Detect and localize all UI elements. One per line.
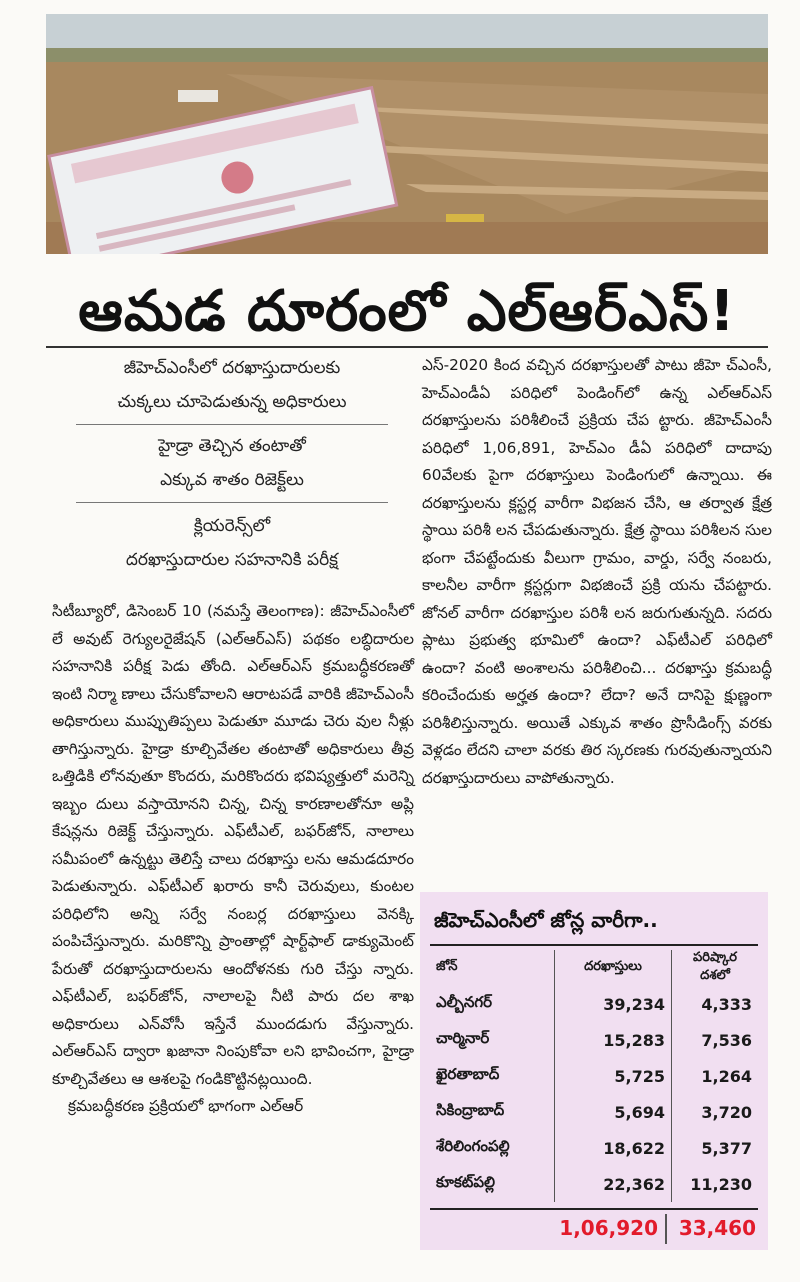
resolution-count: 7,536: [701, 1030, 752, 1050]
subheading-3b: దరఖాస్తుదారుల సహనానికి పరీక్ష: [125, 550, 339, 570]
resolution-count: 4,333: [701, 994, 752, 1014]
article-right-column: [422, 352, 772, 792]
table-row: [430, 1058, 758, 1094]
applications-count: 5,725: [555, 1058, 672, 1094]
resolution-count: 3,720: [701, 1102, 752, 1122]
article-paragraph: ఎస్‌-2020 కింద వచ్చిన దరఖాస్తులతో పాటు జీహె చ్‌ఎంసీ, హెచ్‌ఎండీఏ పరిధిలో పెండింగ్‌లో ఉన్న ఎల్‌ఆర్‌ఎస్‌ దరఖాస్తులను పరిశీలించే ప్రక్రియ చేప ట్టారు. జీహెచ్‌ఎంసీ పరిధిలో 1,06,891, హెచ్‌ఎం డీఏ పరిధిలో దాదాపు 60వేలకు పైగా దరఖాస్తులు పెండింగులో ఉన్నాయి. ఈ దరఖాస్తులను క్లస్టర్ల వారీగా విభజన చేసి, ఆ తర్వాత క్షేత్ర స్థాయి పరిశీ లన చేపడుతున్నారు. క్షేత్ర స్థాయి పరిశీలన సుల భంగా చేపట్టేందుకు వీలుగా గ్రామం, వార్డు, సర్వే నంబరు, కాలనీల వారీగా క్లస్టర్లుగా విభజించే ప్రక్రి యను చేపట్టారు. జోనల్‌ వారీగా దరఖాస్తుల పరిశీ లన జరుగుతున్నది. సదరు ప్లాటు ప్రభుత్వ భూమిలో ఉందా? ఎఫ్‌టీఎల్‌ పరిధిలో ఉందా? వంటి అంశాలను పరిశీలించి... దరఖాస్తు క్రమబద్ధీ కరించేందుకు అర్హత ఉందా? లేదా? అనే దానిపై క్షుణ్ణంగా పరిశీలిస్తున్నారు. అయితే ఎక్కువ శాతం ప్రొసీడింగ్స్‌ వరకు వెళ్లడం లేదని చాలా వరకు తిర స్కరణకు గురవుతున్నాయని దరఖాస్తుదారులు వాపోతున్నారు.: [422, 356, 772, 787]
header-in-resolution: పరిష్కార దశలో: [693, 950, 737, 983]
headline: ఆమడ దూరంలో ఎల్‌ఆర్‌ఎస్‌!: [78, 279, 736, 344]
article-paragraph: క్రమబద్ధీకరణ ప్రక్రియలో భాగంగా ఎల్‌ఆర్‌: [68, 1097, 304, 1115]
zone-table: [430, 950, 758, 1202]
table-row: [430, 1094, 758, 1130]
headline-divider: [46, 346, 768, 348]
zone-name: సికింద్రాబాద్‌: [430, 1094, 555, 1130]
resolution-count: 11,230: [690, 1174, 752, 1194]
subheading-2b: ఎక్కువ శాతం రిజెక్ట్‌లు: [160, 470, 304, 490]
subheading-2a: హైడ్రా తెచ్చిన తంటాతో: [158, 436, 306, 456]
table-row: [430, 986, 758, 1022]
zone-name: ఖైరతాబాద్‌: [430, 1058, 555, 1094]
applications-count: 5,694: [555, 1094, 672, 1130]
table-header-row: [430, 950, 758, 986]
zone-name: ఎల్బీనగర్‌: [430, 986, 555, 1022]
subheading-3a: క్లియరెన్స్‌లో: [193, 516, 271, 536]
table-rule: [430, 944, 758, 946]
article-paragraph: సిటీబ్యూరో, డిసెంబర్‌ 10 (నమస్తే తెలంగాణ): జీహెచ్‌ఎంసీలో లే అవుట్‌ రెగ్యులరైజేషన్‌ (ఎల్‌ఆర్‌ఎస్‌) పథకం లబ్ధిదారుల సహనానికి పరీక్ష పెడు తోంది. ఎల్‌ఆర్‌ఎస్‌ క్రమబద్ధీకరణతో ఇంటి నిర్మా ణాలు చేసుకోవాలని ఆరాటపడే వారికి జీహెచ్‌ఎంసీ అధికారులు ముప్పుతిప్పలు పెడుతూ మూడు చెరు వుల నీళ్లు తాగిస్తున్నారు. హైడ్రా కూల్చివేతల తంటాతో అధికారులు తీవ్ర ఒత్తిడికి లోనవుతూ కొందరు, మరికొందరు భవిష్యత్తులో మరెన్ని ఇబ్బం దులు వస్తాయోనని చిన్న, చిన్న కారణాలతోనూ అప్లి కేషన్లను రిజెక్ట్‌ చేస్తున్నారు. ఎఫ్‌టీఎల్‌, బఫర్‌జోన్‌, నాలాలు సమీపంలో ఉన్నట్టు తెలిస్తే చాలు దరఖాస్తు లను ఆమడదూరం పెడుతున్నారు. ఎఫ్‌టీఎల్‌ ఖరారు కానీ చెరువులు, కుంటల పరిధిలోని అన్ని సర్వే నంబర్ల దరఖాస్తులు వెనక్కి పంపిచేస్తున్నారు. మరికొన్ని ప్రాంతాల్లో షార్ట్‌ఫాల్‌ డాక్యుమెంట్‌ పేరుతో దరఖాస్తుదారులను ఆందోళనకు గురి చేస్తు న్నారు. ఎఫ్‌టీఎల్‌, బఫర్‌జోన్‌, నాలాలపై నీటి పారు దల శాఖ అధికారులు ఎన్‌వోసీ ఇస్తేనే ముందడుగు వేస్తున్నారు. ఎల్‌ఆర్‌ఎస్‌ ద్వారా ఖజానా నింపుకోవా లని భావించగా, హైడ్రా కూల్చివేతలు ఆ ఆశలపై గండికొట్టినట్లయింది.: [52, 602, 414, 1088]
resolution-count: 1,264: [701, 1066, 752, 1086]
totals-row: [430, 1208, 758, 1248]
zone-table-box: [420, 892, 768, 1250]
applications-count: 22,362: [555, 1166, 672, 1202]
subheading-1b: చుక్కలు చూపెడుతున్న అధికారులు: [117, 392, 347, 412]
total-in-resolution: 33,460: [678, 1216, 756, 1240]
layout-land-photo: [46, 14, 768, 254]
resolution-count: 5,377: [701, 1138, 752, 1158]
totals-divider: [665, 1214, 667, 1244]
subheading-1a: జీహెచ్‌ఎంసీలో దరఖాస్తుదారులకు: [123, 358, 341, 378]
table-title: జీహెచ్‌ఎంసీలో జోన్ల వారీగా..: [434, 908, 658, 932]
applications-count: 15,283: [555, 1022, 672, 1058]
zone-name: కూకట్‌పల్లి: [430, 1166, 555, 1202]
news-photo: [46, 14, 768, 254]
applications-count: 18,622: [555, 1130, 672, 1166]
table-row: [430, 1022, 758, 1058]
subheading-divider: [76, 502, 388, 503]
header-applications: దరఖాస్తులు: [555, 950, 672, 986]
zone-name: శేరిలింగంపల్లి: [430, 1130, 555, 1166]
subheading-divider: [76, 424, 388, 425]
article-left-column: [52, 598, 414, 1121]
table-row: [430, 1166, 758, 1202]
table-row: [430, 1130, 758, 1166]
applications-count: 39,234: [555, 986, 672, 1022]
header-zone: జోన్‌: [430, 950, 555, 986]
total-applications: 1,06,920: [559, 1216, 658, 1240]
zone-name: చార్మినార్‌: [430, 1022, 555, 1058]
